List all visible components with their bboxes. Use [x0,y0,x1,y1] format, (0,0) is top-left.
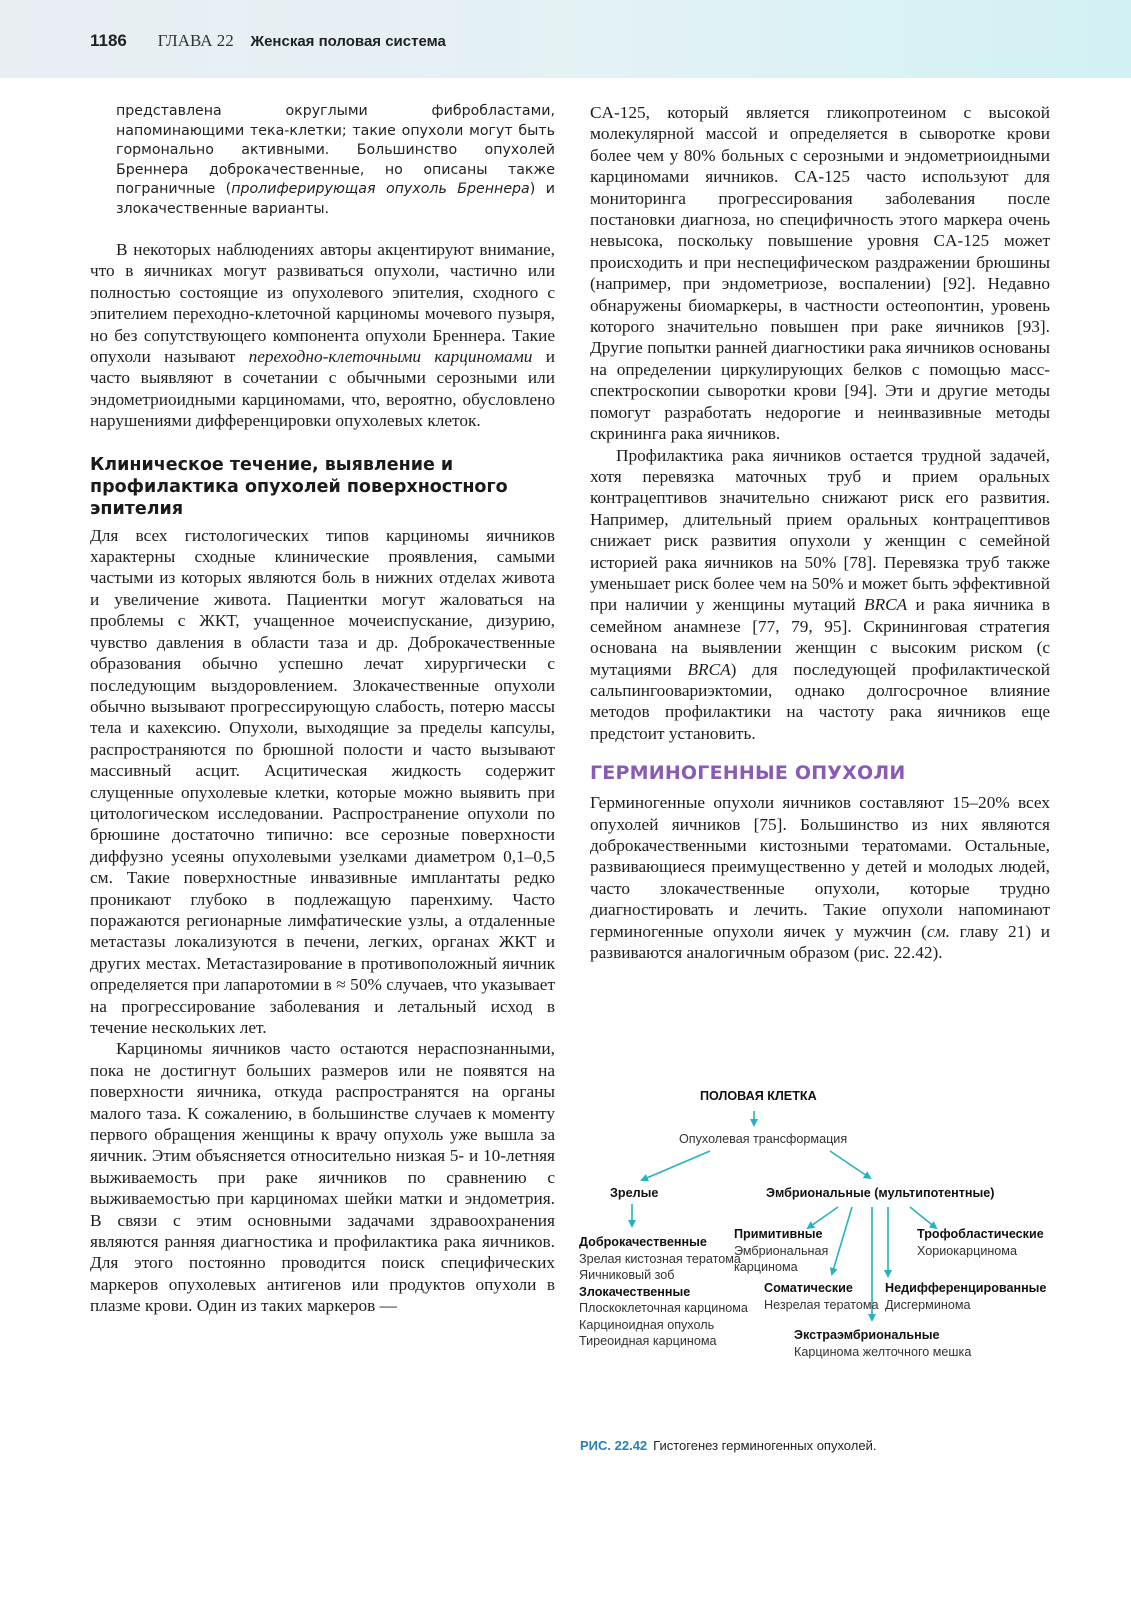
page-number: 1186 [90,31,127,50]
malignant-item: Плоскоклеточная карцинома [579,1301,748,1315]
figure-germ-cell-histogenesis [580,1080,1060,1460]
trophoblastic-title: Трофобластические [917,1227,1044,1241]
paragraph-diagnostics: Карциномы яичников часто остаются нераспознанными, пока не достигнут больших размеров или не появятся на поверхности яичника, откуда распространятся на органы малого таза. К сожалению, в большинстве случаев к моменту первого обращения женщины к врачу опухоль уже вышла за яичник. Этим объясняется относительно низкая 5- и 10-летняя выживаемость при раке яичников по сравнению с выживаемостью при карциномах шейки матки и эндометрия. В связи с этим основными задачами здравоохранения являются ранняя диагностика и профилактика рака яичников. Для этого постоянно проводится поиск специфических маркеров опухолевых антигенов или продуктов опухоли в плазме крови. Один из таких маркеров — [90,1039,555,1316]
figure-caption-text: Гистогенез герминогенных опухолей. [653,1438,877,1453]
para3-text-a: Герминогенные опухоли яичников составляют 15–20% всех опухолей яичников [75]. Большинство из них являются доброкачественными кистозными тератомами. Остальные, развивающиеся преимущественно у детей и молодых людей, часто злокачественные опухоли, которые трудно диагностировать и лечить. Такие опухоли напоминают герминогенные опухоли яичек у мужчин ( [590,793,1050,941]
chapter-title: Женская половая система [250,33,446,50]
section-heading-germ-cell: ГЕРМИНОГЕННЫЕ ОПУХОЛИ [590,762,906,785]
subheading-clinical: Клиническое течение, выявление и профилактика опухолей поверхностного эпителия [90,454,508,519]
node-root: ПОЛОВАЯ КЛЕТКА [700,1089,817,1103]
node-embryonal: Эмбриональные (мультипотентные) [766,1186,995,1200]
malignant-title: Злокачественные [579,1284,691,1299]
para1-text-a: В некоторых наблюдениях авторы акцентируют внимание, что в яичниках могут развиваться опухоли, частично или полностью состоящие из опухолевого эпителия, сходного с эпителием переходно-клеточной карциномы мочевого пузыря, но без сопутствующего компонента опухоли Бреннера. Такие опухоли называют [90,240,555,367]
node-benign [579,1234,748,1350]
node-primitive [734,1226,828,1276]
node-transform: Опухолевая трансформация [679,1132,848,1146]
arrow-to-somatic [832,1207,852,1274]
undifferentiated-item: Дисгерминома [885,1297,971,1312]
note-italic: пролиферирующая опухоль Бреннера [231,181,530,197]
chapter-label: ГЛАВА 22 [157,31,234,50]
figure-caption [580,1438,876,1453]
paragraph-prophylaxis [590,445,1050,745]
somatic-item: Незрелая тератома [764,1297,879,1312]
somatic-title: Соматические [764,1281,853,1295]
benign-item: Зрелая кистозная тератома [579,1251,741,1266]
arrow-to-mature [642,1151,710,1180]
node-trophoblastic [917,1226,1044,1259]
node-somatic [764,1280,879,1313]
note-text: представлена округлыми фибробластами, напоминающими тека-клетки; такие опухоли могут быть гормонально активными. Большинство опухолей Бреннера доброкачественные, но описаны также пограничные ( [116,103,555,197]
arrow-to-embryonal [830,1151,870,1178]
boxed-note [116,102,555,219]
para1-italic: переходно-клеточными карциномами [248,347,533,367]
extraembryonal-item: Карцинома желточного мешка [794,1344,972,1359]
extraembryonal-title: Экстраэмбриональные [794,1328,940,1342]
benign-item: Яичниковый зоб [579,1268,675,1282]
paragraph-germ-cell [590,792,1050,963]
page-header [0,0,1131,78]
primitive-title: Примитивные [734,1227,823,1241]
paragraph-transitional [90,239,555,432]
left-column [90,102,555,1317]
paragraph-clinical: Для всех гистологических типов карциномы яичников характерны сходные клинические проявления, самыми частыми из которых являются боль в нижних отделах живота и увеличение живота. Пациентки могут жаловаться на проблемы с ЖКТ, учащенное мочеиспускание, дизурию, чувство давления в области таза и др. Доброкачественные образования обычно успешно лечат хирургически с последующим выздоровлением. Злокачественные опухоли обычно вызывают прогрессирующую слабость, потерю массы тела и кахексию. Опухоли, выходящие за пределы капсулы, распространяются по брюшной полости и часто вызывают массивный асцит. Асцитическая жидкость содержит слущенные опухолевые клетки, которые можно выявить при цитологическом исследовании. Распространение опухоли по брюшине достаточно типично: все серозные поверхности диффузно усеяны опухолевыми узелками диаметром 0,1–0,5 см. Такие поверхностные инвазивные имплантаты редко проникают глубоко в подлежащую паренхиму. Часто поражаются регионарные лимфатические узлы, а отдаленные метастазы локализуются в печени, легких, органах ЖКТ и других местах. Метастазирование в противоположный яичник определяется при лапаротомии в ≈ 50% случаев, что указывает на прогрессирование заболевания и летальный исход в течение нескольких лет. [90,525,555,1037]
para2-text-b: и рака яичника в семейном анамнезе [77, 79, 95]. Скрининговая стратегия основана на выявлении женщин с высоким риском (с мутациями [590,595,1050,679]
primitive-item: Эмбриональная [734,1243,829,1258]
brca-term: BRCA [687,659,731,679]
header-line [90,31,446,51]
node-mature: Зрелые [610,1186,659,1200]
para3-italic: см. [926,921,950,941]
undifferentiated-title: Недифференцированные [885,1281,1047,1295]
right-column [590,102,1050,963]
node-undifferentiated [885,1280,1046,1313]
node-extraembryonal [794,1327,971,1360]
primitive-item: карцинома [734,1260,798,1274]
paragraph-ca125: CA-125, который является гликопротеином с высокой молекулярной массой и определяется в сыворотке крови более чем у 80% больных с серозными и эндометриоидными карциномами яичников. CA-125 часто используют для мониторинга прогрессирования заболевания после постановки диагноза, но специфичность этого маркера очень невысока, поскольку повышение уровня CA-125 может происходить и при неспецифическом раздражении брюшины (например, при эндометриозе, воспалении) [92]. Недавно обнаружены биомаркеры, в частности остеопонтин, уровень которого значительно повышен при раке яичников [93]. Другие попытки ранней диагностики рака яичников основаны на определении циркулирующих белков с помощью масс-спектроскопии сыворотки крови [94]. Эти и другие методы помогут разработать недорогие и неинвазивные методы скрининга рака яичников. [590,103,1050,444]
note-end: ) и злокачественные варианты. [116,181,555,217]
figure-label: РИС. 22.42 [580,1438,648,1453]
brca-term: BRCA [864,595,908,615]
malignant-item: Карциноидная опухоль [579,1317,715,1332]
benign-title: Доброкачественные [579,1235,707,1249]
arrow-to-primitive [808,1207,838,1228]
para3-text-b: главу 21) и развиваются аналогичным образом (рис. 22.42). [590,921,1050,963]
para2-text-c: ) для последующей профилактической сальпингоовариэктомии, однако долгосрочное влияние методов профилактики на частоту рака яичников еще предстоит установить. [590,659,1050,743]
para1-text-b: и часто выявляют в сочетании с обычными серозными или эндометриоидными карциномами, что, вероятно, обусловлено нарушениями дифференцировки опухолевых клеток. [90,347,555,431]
trophoblastic-item: Хориокарцинома [917,1243,1017,1258]
arrow-to-trophoblastic [910,1207,936,1228]
para2-text-a: Профилактика рака яичников остается трудной задачей, хотя перевязка маточных труб и прием оральных контрацептивов значительно снижают риск его развития. Например, длительный прием оральных контрацептивов снижает риск развития опухоли у женщин с семейной историей рака яичников на 50% [78]. Перевязка труб также уменьшает риск более чем на 50% и может быть эффективной при наличии у женщины мутаций [590,445,1050,615]
malignant-item: Тиреоидная карцинома [579,1334,717,1348]
